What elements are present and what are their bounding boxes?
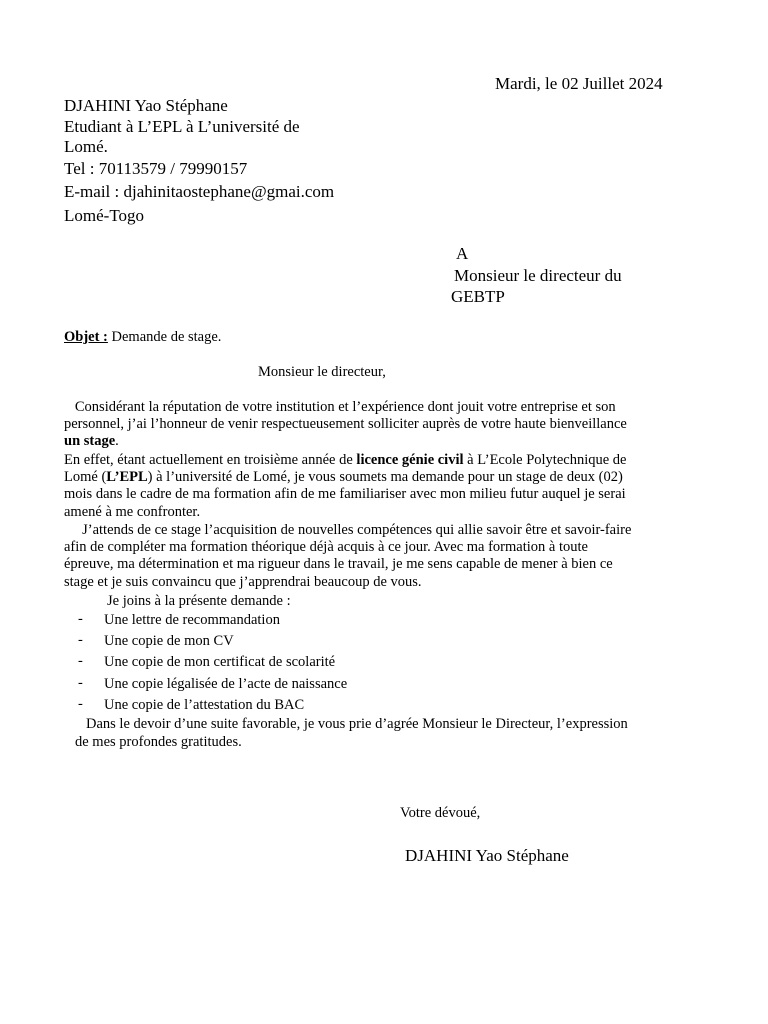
paragraph-1-line: Considérant la réputation de votre institution et l’expérience dont jouit votre entreprise et son — [64, 399, 616, 415]
paragraph-1-end: . — [115, 433, 119, 450]
list-bullet: - — [78, 653, 83, 669]
closing-line-1: Dans le devoir d’une suite favorable, je vous prie d’agrée Monsieur le Directeur, l’expression — [86, 716, 628, 732]
list-item-text: Une copie de l’attestation du BAC — [104, 697, 305, 713]
sender-name: DJAHINI Yao Stéphane — [64, 96, 228, 115]
sender-email: E-mail : djahinitaostephane@gmai.com — [64, 182, 335, 201]
paragraph-2-text: Lomé ( — [64, 469, 107, 486]
sender-status-line1: Etudiant à L’EPL à L’université de — [64, 117, 300, 136]
list-bullet: - — [78, 611, 83, 627]
signature-name: DJAHINI Yao Stéphane — [405, 846, 569, 865]
paragraph-3-line: afin de compléter ma formation théorique déjà acquis à ce jour. Avec ma formation à toute — [64, 539, 588, 556]
paragraph-2-text: ) à l’université de Lomé, je vous soumets ma demande pour un stage de deux (02) — [147, 469, 623, 486]
paragraph-2-line: amené à me confronter. — [64, 503, 201, 520]
subject-line — [64, 329, 221, 346]
paragraph-2-bold: licence génie civil — [356, 452, 464, 468]
sender-status-line2: Lomé. — [64, 137, 108, 156]
paragraph-3 — [64, 522, 631, 591]
paragraph-1 — [64, 399, 627, 451]
signoff: Votre dévoué, — [400, 805, 481, 821]
paragraph-2-text: à L’Ecole Polytechnique de — [463, 452, 627, 468]
paragraph-2-text: En effet, étant actuellement en troisième année de — [64, 452, 357, 468]
recipient-to: A — [456, 244, 469, 263]
sender-phone: Tel : 70113579 / 79990157 — [64, 159, 248, 178]
list-item-text: Une copie de mon certificat de scolarité — [104, 654, 336, 670]
paragraph-2-bold: L’EPL — [106, 469, 148, 486]
recipient-line2: GEBTP — [451, 287, 505, 306]
list-item-text: Une copie légalisée de l’acte de naissance — [104, 676, 348, 692]
list-item-text: Une lettre de recommandation — [104, 612, 280, 628]
list-bullet: - — [78, 696, 83, 712]
paragraph-1-line: personnel, j’ai l’honneur de venir respectueusement solliciter auprès de votre haute bienveillance — [64, 416, 627, 433]
salutation: Monsieur le directeur, — [258, 364, 386, 380]
list-bullet: - — [78, 675, 83, 691]
closing-line-2: de mes profondes gratitudes. — [75, 734, 242, 750]
paragraph-2 — [64, 452, 626, 521]
paragraph-3-line: stage et je suis convaincu que j’apprendrai beaucoup de vous. — [64, 573, 422, 590]
letter-date: Mardi, le 02 Juillet 2024 — [495, 74, 663, 93]
paragraph-3-line: J’attends de ce stage l’acquisition de nouvelles compétences qui allie savoir être et savoir-faire — [64, 522, 632, 538]
subject-label: Objet : — [64, 329, 108, 345]
sender-city: Lomé-Togo — [64, 206, 145, 225]
recipient-line1: Monsieur le directeur du — [454, 266, 622, 285]
paragraph-3-line: épreuve, ma détermination et ma rigueur dans le travail, je me sens capable de mener à bien ce — [64, 556, 613, 573]
list-item-text: Une copie de mon CV — [104, 633, 234, 649]
list-bullet: - — [78, 632, 83, 648]
attachments-intro: Je joins à la présente demande : — [107, 593, 291, 609]
subject-text: Demande de stage. — [107, 329, 222, 345]
paragraph-2-line: mois dans le cadre de ma formation afin de me familiariser avec mon milieu futur auquel je serai — [64, 486, 626, 503]
paragraph-1-bold: un stage — [64, 433, 116, 450]
